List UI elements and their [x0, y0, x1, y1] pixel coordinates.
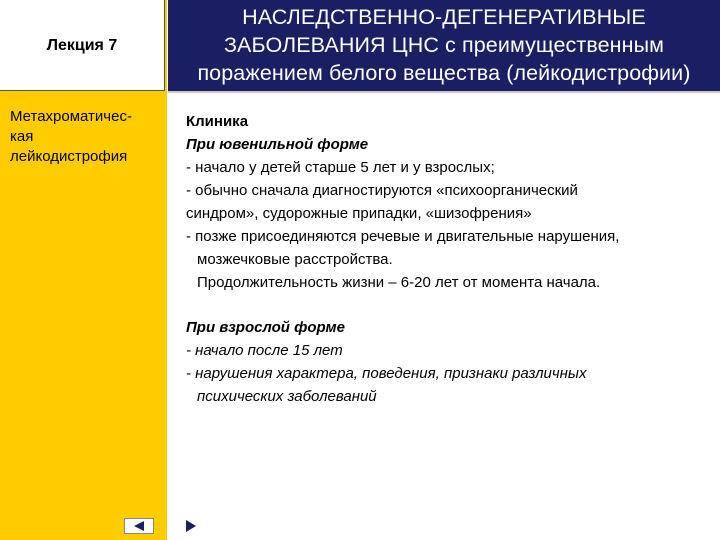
juvenile-line-2: - обычно сначала диагностируются «психоорганический: [186, 182, 578, 199]
lecture-label: Лекция 7: [46, 37, 118, 54]
topic-line-3: лейкодистрофия: [10, 148, 128, 165]
content-body: [186, 110, 716, 408]
juvenile-line-4: - позже присоединяются речевые и двигательные нарушения,: [186, 228, 620, 245]
next-slide-button[interactable]: [184, 519, 198, 533]
topic-line-1: Метахроматичес-: [10, 108, 132, 125]
triangle-right-icon: [186, 520, 196, 532]
adult-line-1: - начало после 15 лет: [186, 342, 343, 359]
adult-title: При взрослой форме: [186, 319, 345, 336]
topic-line-2: кая: [10, 128, 34, 145]
topic-label: [10, 107, 165, 167]
prev-slide-button[interactable]: [124, 518, 154, 534]
title-line-1: НАСЛЕДСТВЕННО-ДЕГЕНЕРАТИВНЫЕ: [242, 5, 646, 29]
adult-line-2: - нарушения характера, поведения, признаки различных: [186, 365, 587, 382]
lecture-box: [0, 0, 165, 91]
juvenile-line-1: - начало у детей старше 5 лет и у взрослых;: [186, 159, 495, 176]
title-line-2: ЗАБОЛЕВАНИЯ ЦНС с преимущественным: [223, 33, 665, 57]
juvenile-line-6: Продолжительность жизни – 6-20 лет от момента начала.: [197, 274, 601, 291]
title-line-3: поражением белого вещества (лейкодистрофии): [197, 61, 691, 85]
header-divider: [168, 91, 720, 93]
juvenile-line-5: мозжечковые расстройства.: [197, 251, 393, 268]
section-gap: [186, 294, 716, 316]
slide-title: [168, 0, 720, 91]
triangle-left-icon: [134, 521, 144, 531]
juvenile-line-3: синдром», судорожные припадки, «шизофрения»: [186, 205, 532, 222]
adult-line-3: психических заболеваний: [197, 388, 377, 405]
section-heading: Клиника: [186, 113, 249, 130]
juvenile-title: При ювенильной форме: [186, 136, 369, 153]
